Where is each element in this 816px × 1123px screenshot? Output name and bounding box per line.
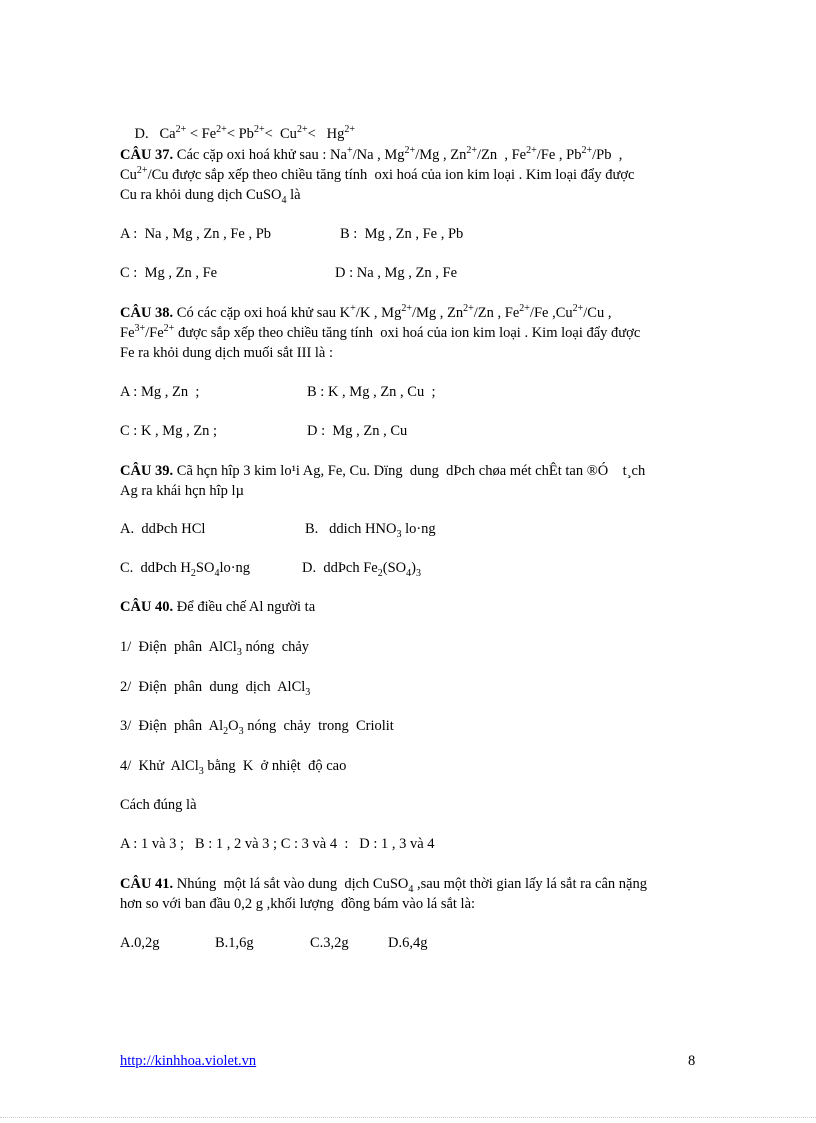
q40-method-2: 2/ Điện phân dung dịch AlCl$_3$ — [120, 679, 311, 698]
q39-option-a: A. ddÞch HCl — [120, 521, 206, 537]
q37-option-d: D : Na , Mg , Zn , Fe — [335, 265, 458, 281]
q40-method-4: 4/ Khử AlCl$_3$ bằng K ở nhiệt độ cao — [120, 758, 347, 777]
q37-line-2: $Cu^{2+}/Cu$ được sắp xếp theo chiều tăng tính oxi hoá của ion kim loại . Kim loại đẩy được — [120, 165, 635, 183]
q41-line-1: CÂU 41. Nhúng một lá sắt vào dung dịch CuSO$_4$ ,sau một thời gian lấy lá sắt ra cân nặng — [120, 876, 647, 895]
q38-option-b: B : K , Mg , Zn , Cu ; — [307, 384, 436, 400]
q38-option-d: D : Mg , Zn , Cu — [307, 423, 408, 439]
q38-number: CÂU 38. — [120, 305, 174, 321]
q39-line-1: CÂU 39. Cã hçn hîp 3 kim lo¹i Ag, Fe, Cu. Dïng dung dÞch chøa mét chÊt tan ®Ó t¸ch — [120, 463, 646, 479]
q41-option-b: B.1,6g — [215, 935, 254, 951]
q41-number: CÂU 41. — [120, 876, 174, 892]
q38-line-3: Fe ra khỏi dung dịch muối sắt III là : — [120, 345, 334, 361]
q40-method-3: 3/ Điện phân $Al_2O_3$ nóng chảy trong Criolit — [120, 718, 394, 737]
q41-line-2: hơn so với ban đầu 0,2 g ,khối lượng đồng bám vào lá sắt là: — [120, 896, 476, 912]
q38-line-2: $Fe^{3+}/Fe^{2+}$ được sắp xếp theo chiều tăng tính oxi hoá của ion kim loại . Kim loại đẩy được — [120, 323, 641, 341]
q39-option-d: D. ddÞch $Fe_2(SO_4)_3$ — [302, 560, 421, 579]
page-bottom-divider — [0, 1117, 816, 1118]
q41-option-c: C.3,2g — [310, 935, 349, 951]
q38-line-1: CÂU 38. Có các cặp oxi hoá khử sau K+/K , $Mg^{2+}/Mg$ , $Zn^{2+}/Zn$ , $Fe^{2+}/Fe$ $,Cu^{2+}/Cu$ , — [120, 303, 612, 321]
q37-option-b: B : Mg , Zn , Fe , Pb — [340, 226, 464, 242]
q37-line-1: CÂU 37. Các cặp oxi hoá khử sau : Na+/Na , $Mg^{2+}/Mg$ , $Zn^{2+}/Zn$ , $Fe^{2+}/Fe$ , $Pb^{2+}/Pb$ , — [120, 145, 623, 163]
q40-line-1: CÂU 40. Để điều chế Al người ta — [120, 599, 316, 615]
q41-option-d: D.6,4g — [388, 935, 428, 951]
q37-option-a: A : Na , Mg , Zn , Fe , Pb — [120, 226, 272, 242]
q40-answer-prompt: Cách đúng là — [120, 797, 197, 813]
footer-link[interactable]: http://kinhhoa.violet.vn — [120, 1053, 257, 1069]
q38-option-a: A : Mg , Zn ; — [120, 384, 200, 400]
page-number: 8 — [688, 1053, 696, 1069]
q39-number: CÂU 39. — [120, 463, 174, 479]
q37-number: CÂU 37. — [120, 147, 174, 163]
q39-line-2: Ag ra khái hçn hîp lµ — [120, 483, 244, 499]
q36-option-d: D. $Ca^{2+} < Fe^{2+}< Pb^{2+}< Cu^{2+}< Hg^{2+}$ — [134, 124, 355, 142]
q39-option-b: B. ddich $HNO_3$ lo·ng — [305, 521, 436, 540]
q38-option-c: C : K , Mg , Zn ; — [120, 423, 218, 439]
q39-option-c: C. ddÞch $H_2SO_4lo\cdot ng$ — [120, 560, 251, 579]
q41-option-a: A.0,2g — [120, 935, 160, 951]
q40-method-1: 1/ Điện phân AlCl$_3$ nóng chảy — [120, 639, 310, 658]
q40-number: CÂU 40. — [120, 599, 174, 615]
q37-line-3: Cu ra khỏi dung dịch CuSO$_4$ là — [120, 187, 301, 206]
q37-option-c: C : Mg , Zn , Fe — [120, 265, 218, 281]
q40-options: A : 1 và 3 ; B : 1 , 2 và 3 ; C : 3 và 4 : D : 1 , 3 và 4 — [120, 836, 435, 852]
